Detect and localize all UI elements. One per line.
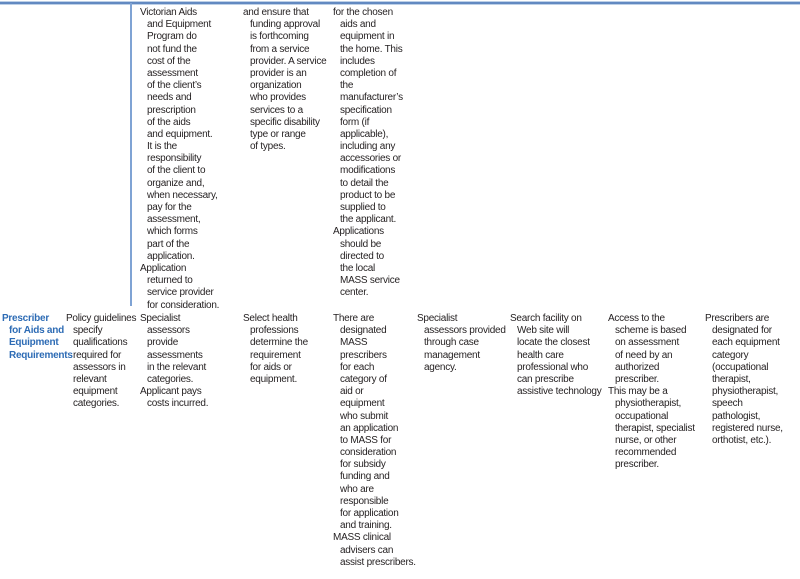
text-line: designated: [340, 325, 387, 337]
text-line: physiotherapist,: [712, 386, 779, 398]
text-line: qualifications: [73, 337, 128, 349]
row-header-cell-prescriber-col0: [2, 313, 73, 362]
text-line: to MASS for: [340, 434, 392, 446]
text-line: which forms: [147, 226, 198, 238]
text-line: orthotist, etc.).: [712, 434, 772, 446]
text-line: assessment: [147, 67, 198, 79]
text-line: requirement: [250, 349, 301, 361]
text-line: for subsidy: [340, 459, 386, 471]
text-line: for the chosen: [333, 7, 393, 18]
text-line: responsibility: [147, 153, 202, 165]
text-line: the applicant.: [340, 214, 396, 226]
table-cell-prescriber-col8: [705, 313, 799, 447]
text-line: assessments: [147, 349, 203, 361]
text-line: therapist,: [712, 373, 751, 385]
text-line: funding approval: [250, 19, 320, 31]
table-cell-prescriber-col7: [608, 313, 703, 471]
text-line: who are: [340, 483, 374, 495]
table-cell-prescriber-col5: [417, 313, 507, 374]
text-line: assist prescribers.: [340, 556, 416, 568]
text-line: Applicant pays: [140, 386, 202, 398]
text-line: of the client’s: [147, 80, 202, 92]
text-line: equipment in: [340, 31, 395, 43]
text-line: needs and: [147, 92, 192, 104]
text-line: This may be a: [608, 386, 668, 398]
text-line: aid or: [340, 386, 364, 398]
text-line: and training.: [340, 520, 392, 532]
text-line: assessors in: [73, 361, 126, 373]
text-line: part of the: [147, 238, 190, 250]
table-cell-prescriber-col4: [333, 313, 416, 569]
table-cell-continuation-col2: [140, 7, 241, 312]
text-line: speech: [712, 398, 743, 410]
text-line: specification: [340, 104, 392, 116]
text-line: assessment,: [147, 214, 201, 226]
table-cell-prescriber-col6: [510, 313, 606, 398]
table-cell-continuation-col4: [333, 7, 416, 300]
text-line: pathologist,: [712, 410, 761, 422]
text-line: accessories or: [340, 153, 401, 165]
text-line: consideration: [340, 447, 397, 459]
text-line: who provides: [250, 92, 306, 104]
text-line: form (if: [340, 116, 370, 128]
text-line: (occupational: [712, 361, 769, 373]
text-line: is forthcoming: [250, 31, 309, 43]
text-line: type or range: [250, 128, 306, 140]
table-cell-prescriber-col2: [140, 313, 241, 411]
text-line: required for: [73, 349, 122, 361]
text-line: It is the: [147, 141, 177, 153]
text-line: to detail the: [340, 177, 389, 189]
text-line: prescribers: [340, 349, 387, 361]
column-rule: [130, 3, 132, 306]
text-line: relevant: [73, 373, 107, 385]
text-line: for consideration.: [147, 299, 220, 311]
text-line: not fund the: [147, 43, 197, 55]
text-line: cost of the: [147, 55, 191, 67]
text-line: supplied to: [340, 202, 386, 213]
text-line: management: [424, 349, 480, 361]
text-line: applicable),: [340, 128, 389, 140]
text-line: an application: [340, 422, 399, 434]
text-line: MASS: [340, 337, 368, 349]
text-line: Access to the: [608, 313, 665, 324]
text-line: for each: [340, 361, 375, 373]
text-line: MASS clinical: [333, 532, 391, 544]
text-line: There are: [333, 313, 375, 324]
text-line: categories.: [73, 398, 120, 410]
text-line: funding and: [340, 471, 390, 483]
text-line: specify: [73, 325, 103, 337]
text-line: MASS service: [340, 275, 400, 287]
text-line: who submit: [340, 410, 389, 422]
text-line: and Equipment: [147, 19, 212, 31]
text-line: organization: [250, 80, 302, 92]
text-line: for application: [340, 508, 399, 519]
text-line: Applications: [333, 226, 384, 238]
text-line: on assessment: [615, 337, 680, 349]
text-line: manufacturer’s: [340, 92, 403, 104]
text-line: Victorian Aids: [140, 7, 197, 18]
table-cell-continuation-col3: [243, 7, 331, 153]
text-line: prescriber.: [615, 459, 659, 471]
text-line: provider is an: [250, 67, 307, 79]
text-line: therapist, specialist: [615, 422, 695, 434]
text-line: when necessary,: [147, 189, 218, 201]
text-line: scheme is based: [615, 325, 687, 337]
text-line: nurse, or other: [615, 434, 677, 446]
text-line: agency.: [424, 361, 457, 373]
text-line: provide: [147, 337, 179, 349]
text-line: category: [712, 349, 749, 361]
text-line: including any: [340, 141, 396, 153]
text-line: for aids or: [250, 361, 292, 373]
text-line: of the aids: [147, 116, 191, 128]
top-rule: [0, 2, 800, 4]
text-line: can prescribe: [517, 373, 574, 385]
text-line: the: [340, 80, 354, 92]
text-line: of types.: [250, 141, 286, 153]
text-line: modifications: [340, 165, 396, 177]
text-line: Specialist: [417, 313, 458, 324]
text-line: equipment: [340, 398, 385, 410]
text-line: occupational: [615, 410, 669, 422]
text-line: responsible: [340, 495, 389, 507]
text-line: should be: [340, 238, 382, 250]
text-line: specific disability: [250, 116, 320, 128]
text-line: locate the closest: [517, 337, 590, 349]
text-line: and ensure that: [243, 7, 309, 18]
text-line: Select health: [243, 313, 298, 324]
text-line: pay for the: [147, 202, 192, 213]
text-line: assistive technology: [517, 386, 602, 398]
table-cell-prescriber-col3: [243, 313, 331, 386]
text-line: completion of: [340, 67, 397, 79]
text-line: of need by an: [615, 349, 673, 361]
text-line: Prescribers are: [705, 313, 770, 324]
text-line: Search facility on: [510, 313, 582, 324]
text-line: Specialist: [140, 313, 181, 324]
text-line: organize and,: [147, 177, 205, 189]
text-line: assessors provided: [424, 325, 506, 337]
text-line: the local: [340, 262, 375, 274]
text-line: prescription: [147, 104, 196, 116]
text-line: through case: [424, 337, 479, 349]
text-line: product to be: [340, 189, 396, 201]
text-line: Web site will: [517, 325, 570, 337]
text-line: determine the: [250, 337, 308, 349]
text-line: includes: [340, 55, 375, 67]
text-line: center.: [340, 287, 369, 299]
text-line: from a service: [250, 43, 310, 55]
text-line: equipment: [73, 386, 118, 398]
text-line: application.: [147, 250, 195, 262]
text-line: Equipment: [9, 337, 59, 349]
text-line: service provider: [147, 287, 214, 299]
text-line: services to a: [250, 104, 303, 116]
text-line: advisers can: [340, 544, 394, 556]
text-line: for Aids and: [9, 325, 64, 337]
text-line: registered nurse,: [712, 422, 783, 434]
text-line: aids and: [340, 19, 376, 31]
text-line: Application: [140, 262, 187, 274]
text-line: prescriber.: [615, 373, 659, 385]
text-line: professions: [250, 325, 299, 337]
text-line: returned to: [147, 275, 193, 287]
text-line: directed to: [340, 250, 384, 262]
table-cell-prescriber-col1: [66, 313, 140, 411]
text-line: in the relevant: [147, 361, 207, 373]
text-line: Program do: [147, 31, 197, 43]
text-line: health care: [517, 349, 564, 361]
text-line: assessors: [147, 325, 190, 337]
text-line: professional who: [517, 361, 589, 373]
text-line: the home. This: [340, 43, 403, 55]
text-line: provider. A service: [250, 55, 327, 67]
text-line: physiotherapist,: [615, 398, 682, 410]
text-line: costs incurred.: [147, 398, 209, 410]
text-line: designated for: [712, 325, 772, 337]
text-line: Requirements: [9, 349, 73, 361]
text-line: category of: [340, 373, 387, 385]
text-line: and equipment.: [147, 128, 213, 140]
text-line: Prescriber: [2, 313, 49, 324]
text-line: of the client to: [147, 165, 206, 177]
text-line: recommended: [615, 447, 677, 459]
text-line: categories.: [147, 373, 194, 385]
text-line: each equipment: [712, 337, 780, 349]
text-line: authorized: [615, 361, 660, 373]
text-line: Policy guidelines: [66, 313, 137, 324]
text-line: equipment.: [250, 373, 297, 385]
